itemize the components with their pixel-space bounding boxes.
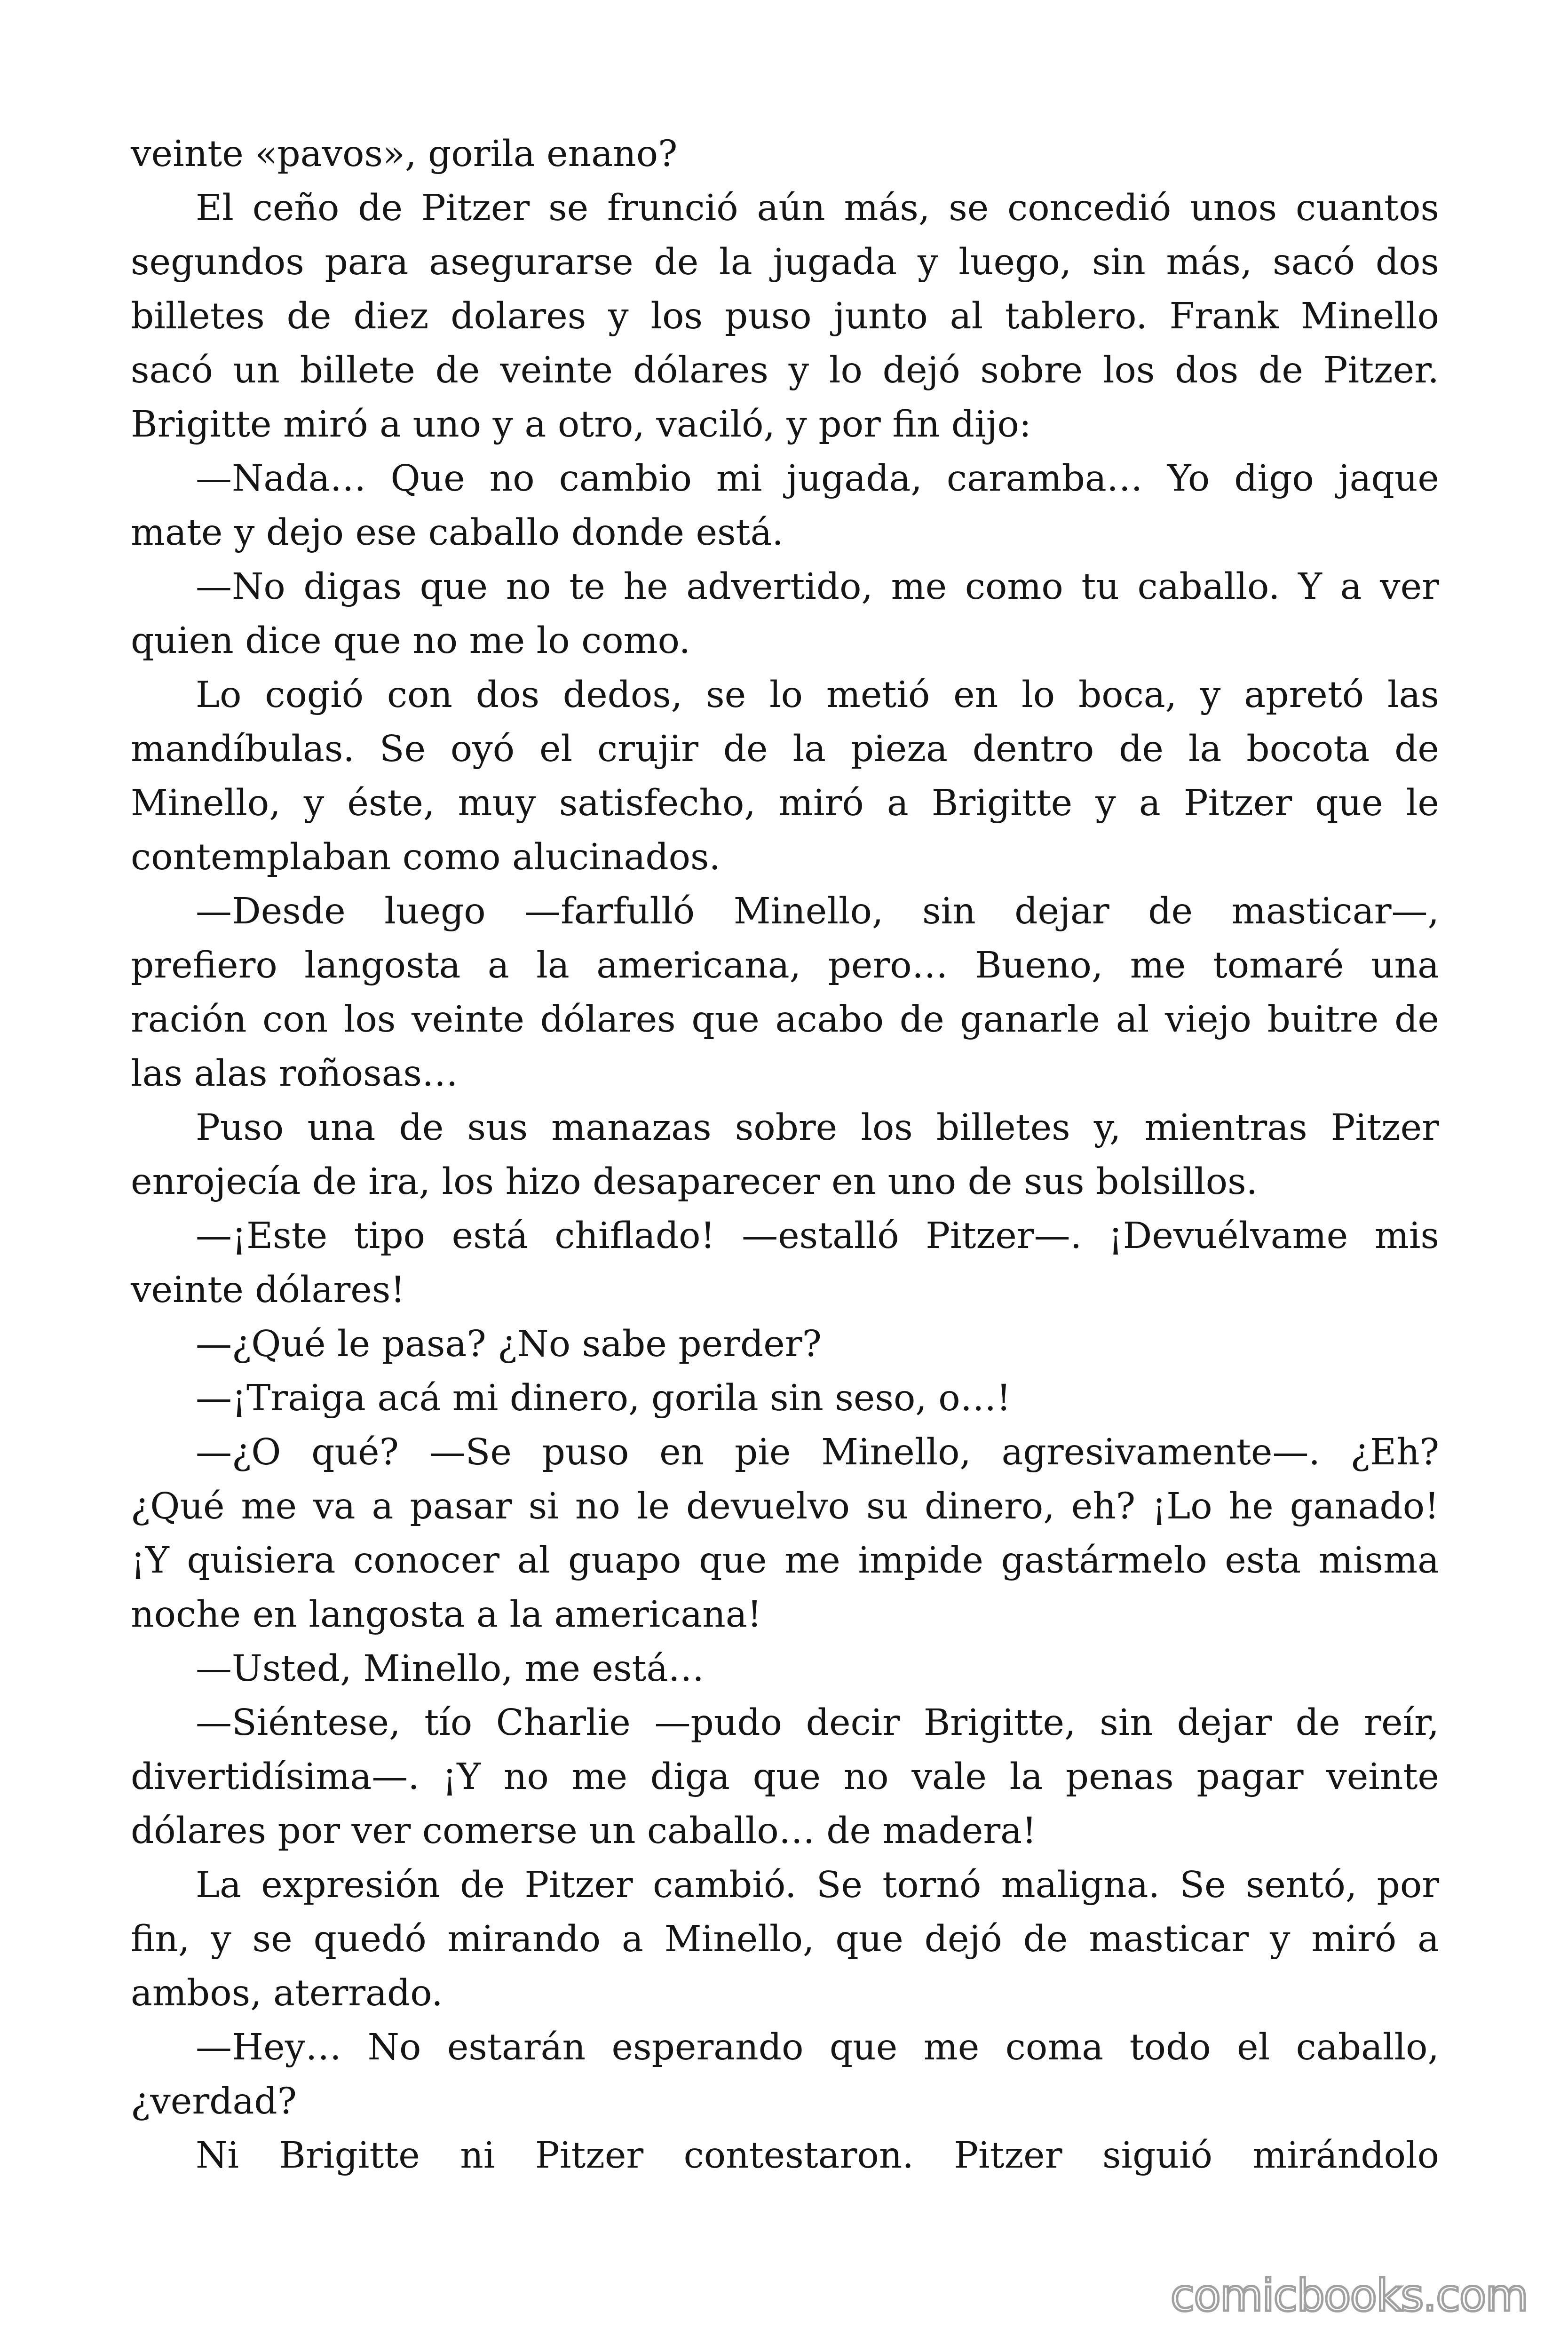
paragraph xyxy=(131,452,1439,560)
text-line: El ceño de Pitzer se frunció aún más, se concedió unos cuantos xyxy=(196,187,1439,229)
text-line: ¿Qué me va a pasar si no le devuelvo su dinero, eh? ¡Lo he ganado! xyxy=(131,1486,1439,1527)
paragraph xyxy=(131,1101,1439,1209)
text-line: las alas roñosas… xyxy=(131,1053,459,1095)
paragraph xyxy=(131,1425,1439,1642)
paragraph xyxy=(131,884,1439,1101)
text-line: quien dice que no me lo como. xyxy=(131,620,691,662)
text-line: —¿O qué? —Se puso en pie Minello, agresivamente—. ¿Eh? xyxy=(196,1431,1439,1473)
text-line: veinte dólares! xyxy=(131,1269,405,1311)
text-line: divertidísima—. ¡Y no me diga que no vale la penas pagar veinte xyxy=(131,1756,1439,1798)
text-line: Brigitte miró a uno y a otro, vaciló, y por fin dijo: xyxy=(131,404,1031,445)
paragraph xyxy=(131,1696,1439,1858)
paragraph xyxy=(131,1858,1439,2020)
text-line: ración con los veinte dólares que acabo de ganarle al viejo buitre de xyxy=(131,999,1439,1041)
paragraph xyxy=(131,1642,1439,1696)
paragraph xyxy=(131,2129,1439,2183)
text-line: —Siéntese, tío Charlie —pudo decir Brigitte, sin dejar de reír, xyxy=(196,1702,1439,1744)
text-line: sacó un billete de veinte dólares y lo dejó sobre los dos de Pitzer. xyxy=(131,350,1439,391)
paragraph xyxy=(131,1209,1439,1317)
text-line: contemplaban como alucinados. xyxy=(131,836,721,878)
text-line: noche en langosta a la americana! xyxy=(131,1594,762,1636)
paragraph xyxy=(131,2020,1439,2129)
text-line: mate y dejo ese caballo donde está. xyxy=(131,512,784,554)
paragraph xyxy=(131,127,1439,181)
text-line: veinte «pavos», gorila enano? xyxy=(131,133,678,175)
paragraph xyxy=(131,560,1439,668)
text-line: ¡Y quisiera conocer al guapo que me impide gastármelo esta misma xyxy=(131,1540,1439,1581)
text-line: segundos para asegurarse de la jugada y luego, sin más, sacó dos xyxy=(131,241,1439,283)
text-line: prefiero langosta a la americana, pero… Bueno, me tomaré una xyxy=(131,945,1439,986)
paragraph xyxy=(131,668,1439,884)
text-line: —No digas que no te he advertido, me como tu caballo. Y a ver xyxy=(196,566,1439,608)
page-body xyxy=(131,127,1439,2183)
text-line: mandíbulas. Se oyó el crujir de la pieza dentro de la bocota de xyxy=(131,728,1439,770)
text-line: —¡Este tipo está chiflado! —estalló Pitzer—. ¡Devuélvame mis xyxy=(196,1215,1439,1257)
text-line: —Usted, Minello, me está… xyxy=(196,1648,705,1690)
watermark: comicbooks.com xyxy=(1170,2270,1528,2321)
text-line: enrojecía de ira, los hizo desaparecer en uno de sus bolsillos. xyxy=(131,1161,1258,1203)
text-line: —Hey… No estarán esperando que me coma todo el caballo, xyxy=(196,2026,1439,2068)
text-line: —Desde luego —farfulló Minello, sin dejar de masticar—, xyxy=(196,890,1439,932)
text-line: fin, y se quedó mirando a Minello, que dejó de masticar y miró a xyxy=(131,1918,1439,1960)
text-line: Puso una de sus manazas sobre los billetes y, mientras Pitzer xyxy=(196,1107,1439,1149)
text-line: ambos, aterrado. xyxy=(131,1972,443,2014)
paragraph xyxy=(131,181,1439,452)
text-line: dólares por ver comerse un caballo… de madera! xyxy=(131,1810,1037,1852)
text-line: Minello, y éste, muy satisfecho, miró a Brigitte y a Pitzer que le xyxy=(131,782,1439,824)
paragraph xyxy=(131,1317,1439,1371)
text-line: —Nada… Que no cambio mi jugada, caramba… Yo digo jaque xyxy=(196,458,1439,500)
text-line: —¿Qué le pasa? ¿No sabe perder? xyxy=(196,1323,822,1365)
text-line: Lo cogió con dos dedos, se lo metió en lo boca, y apretó las xyxy=(196,674,1439,716)
paragraph xyxy=(131,1371,1439,1425)
text-line: Ni Brigitte ni Pitzer contestaron. Pitzer siguió mirándolo xyxy=(196,2135,1439,2177)
text-line: ¿verdad? xyxy=(131,2081,297,2122)
text-line: La expresión de Pitzer cambió. Se tornó maligna. Se sentó, por xyxy=(196,1864,1439,1906)
text-line: —¡Traiga acá mi dinero, gorila sin seso, o…! xyxy=(196,1377,1011,1419)
text-line: billetes de diez dolares y los puso junto al tablero. Frank Minello xyxy=(131,295,1439,337)
